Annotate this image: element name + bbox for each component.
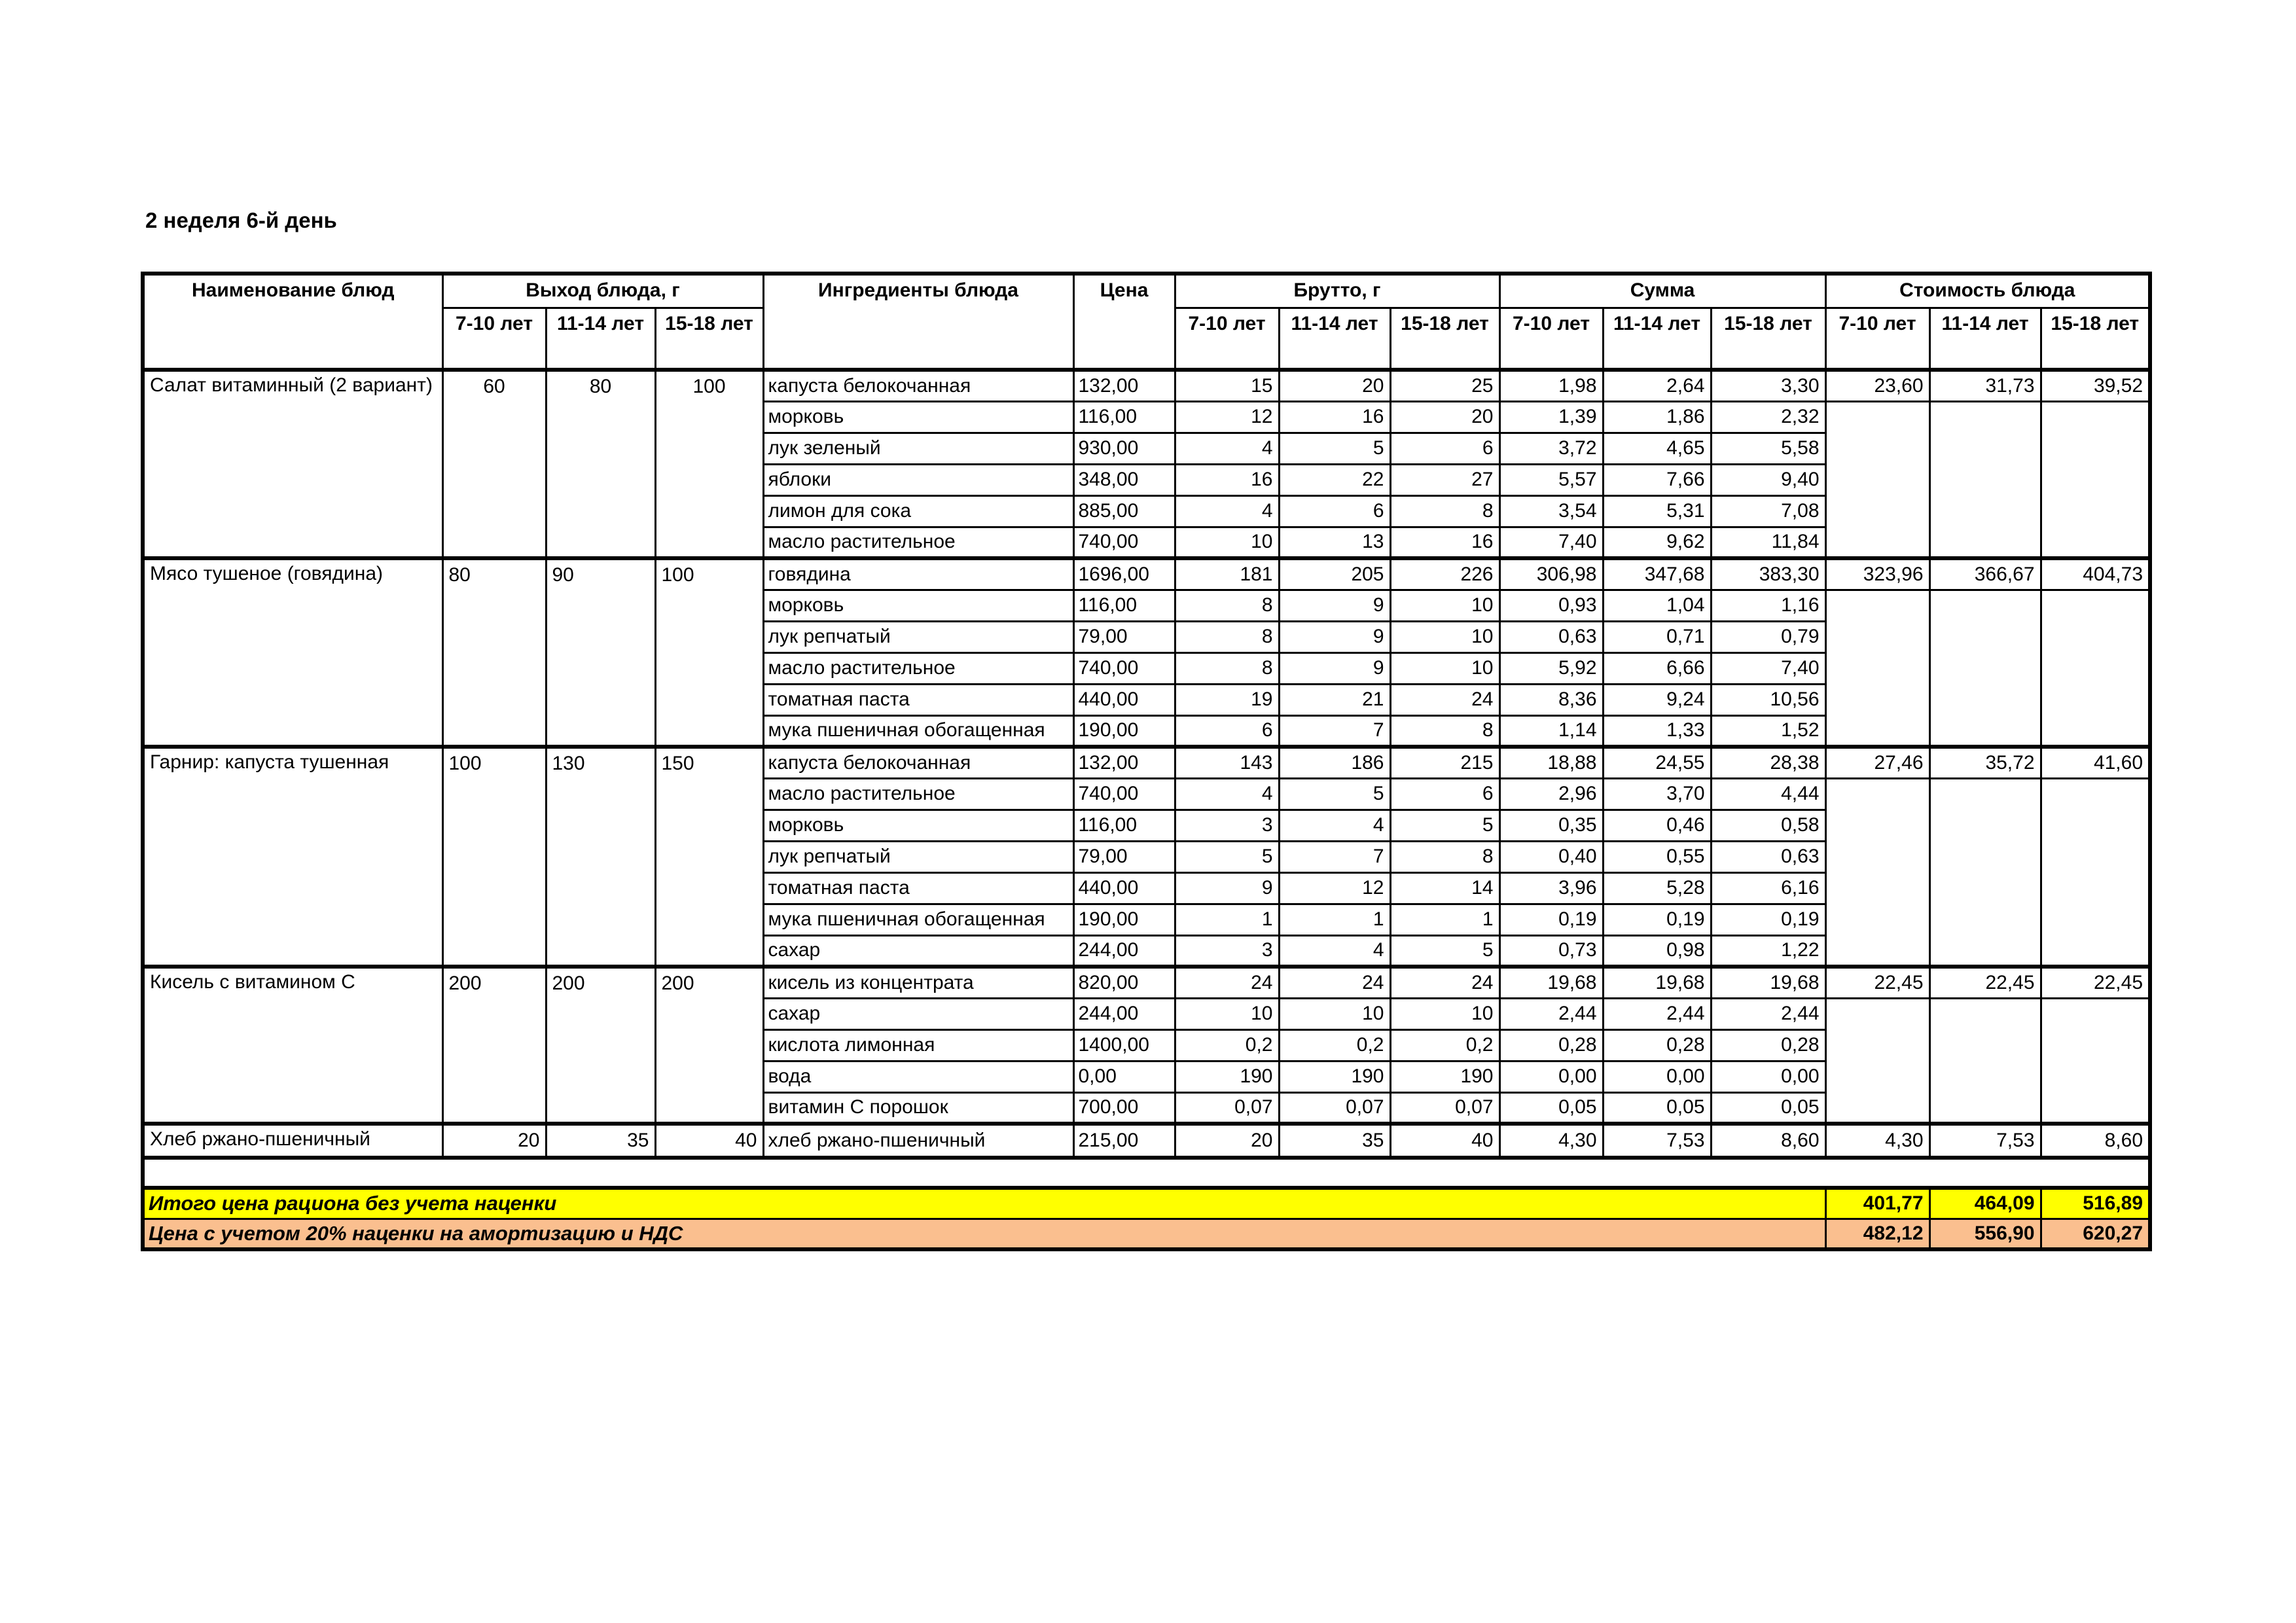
cost-empty-cell (2041, 590, 2150, 747)
sum-value-cell: 0,05 (1499, 1092, 1603, 1124)
sum-value-cell: 2,32 (1711, 401, 1825, 433)
sum-value-cell: 7,40 (1499, 527, 1603, 558)
sum-value-cell: 3,70 (1603, 778, 1711, 810)
ingredient-cell: лук репчатый (763, 621, 1073, 652)
gross-value-cell: 190 (1279, 1061, 1390, 1092)
dish-name-cell: Гарнир: капуста тушенная (143, 747, 442, 967)
sum-value-cell: 1,52 (1711, 715, 1825, 747)
gross-value-cell: 4 (1279, 810, 1390, 841)
output-value-cell: 130 (546, 747, 655, 967)
gross-value-cell: 143 (1175, 747, 1279, 778)
gross-value-cell: 25 (1390, 370, 1499, 401)
gross-value-cell: 8 (1390, 495, 1499, 527)
age-header-output-15-18: 15-18 лет (655, 308, 763, 370)
gross-value-cell: 7 (1279, 841, 1390, 872)
col-header-dish: Наименование блюд (143, 274, 442, 370)
sum-value-cell: 0,63 (1711, 841, 1825, 872)
gross-value-cell: 0,2 (1279, 1029, 1390, 1061)
sum-value-cell: 1,98 (1499, 370, 1603, 401)
total-base-label: Итого цена рациона без учета наценки (143, 1188, 1825, 1219)
cost-empty-cell (1825, 998, 1929, 1124)
col-header-ingredients: Ингредиенты блюда (763, 274, 1073, 370)
sum-value-cell: 0,28 (1711, 1029, 1825, 1061)
ingredient-cell: лимон для сока (763, 495, 1073, 527)
ingredient-cell: говядина (763, 558, 1073, 590)
sum-value-cell: 19,68 (1711, 967, 1825, 998)
sum-value-cell: 9,40 (1711, 464, 1825, 495)
sum-value-cell: 0,00 (1499, 1061, 1603, 1092)
cost-value-cell: 323,96 (1825, 558, 1929, 590)
gross-value-cell: 20 (1175, 1124, 1279, 1158)
output-value-cell: 200 (655, 967, 763, 1124)
col-header-sum: Сумма (1499, 274, 1825, 308)
price-cell: 116,00 (1073, 810, 1175, 841)
gross-value-cell: 8 (1175, 652, 1279, 684)
output-value-cell: 35 (546, 1124, 655, 1158)
gross-value-cell: 1 (1175, 904, 1279, 935)
gross-value-cell: 5 (1175, 841, 1279, 872)
col-header-output: Выход блюда, г (442, 274, 763, 308)
col-header-cost: Стоимость блюда (1825, 274, 2150, 308)
gross-value-cell: 12 (1279, 872, 1390, 904)
price-cell: 79,00 (1073, 621, 1175, 652)
age-header-cost-15-18: 15-18 лет (2041, 308, 2150, 370)
total-base-value-11-14: 464,09 (1929, 1188, 2041, 1219)
cost-value-cell: 41,60 (2041, 747, 2150, 778)
gross-value-cell: 24 (1175, 967, 1279, 998)
sum-value-cell: 347,68 (1603, 558, 1711, 590)
gross-value-cell: 15 (1175, 370, 1279, 401)
gross-value-cell: 5 (1390, 935, 1499, 967)
ingredient-cell: масло растительное (763, 652, 1073, 684)
gross-value-cell: 5 (1390, 810, 1499, 841)
sum-value-cell: 0,28 (1499, 1029, 1603, 1061)
ingredient-cell: томатная паста (763, 684, 1073, 715)
sum-value-cell: 7,53 (1603, 1124, 1711, 1158)
gross-value-cell: 8 (1390, 715, 1499, 747)
gross-value-cell: 10 (1390, 621, 1499, 652)
gross-value-cell: 7 (1279, 715, 1390, 747)
cost-empty-cell (1825, 778, 1929, 967)
cost-empty-cell (1929, 778, 2041, 967)
price-cell: 116,00 (1073, 590, 1175, 621)
gross-value-cell: 4 (1175, 433, 1279, 464)
ingredient-cell: морковь (763, 401, 1073, 433)
total-markup-label: Цена с учетом 20% наценки на амортизацию и НДС (143, 1219, 1825, 1249)
ingredient-cell: витамин С порошок (763, 1092, 1073, 1124)
sum-value-cell: 0,19 (1499, 904, 1603, 935)
sum-value-cell: 0,19 (1711, 904, 1825, 935)
gross-value-cell: 10 (1175, 998, 1279, 1029)
price-cell: 1696,00 (1073, 558, 1175, 590)
output-value-cell: 200 (442, 967, 546, 1124)
total-row-markup (143, 1219, 2150, 1249)
gross-value-cell: 5 (1279, 433, 1390, 464)
price-cell: 116,00 (1073, 401, 1175, 433)
gross-value-cell: 35 (1279, 1124, 1390, 1158)
gross-value-cell: 6 (1279, 495, 1390, 527)
gross-value-cell: 16 (1175, 464, 1279, 495)
gross-value-cell: 10 (1279, 998, 1390, 1029)
dish-name-cell: Мясо тушеное (говядина) (143, 558, 442, 747)
price-cell: 0,00 (1073, 1061, 1175, 1092)
gross-value-cell: 8 (1390, 841, 1499, 872)
gross-value-cell: 10 (1175, 527, 1279, 558)
output-value-cell: 100 (655, 558, 763, 747)
gross-value-cell: 5 (1279, 778, 1390, 810)
price-cell: 215,00 (1073, 1124, 1175, 1158)
gross-value-cell: 21 (1279, 684, 1390, 715)
sum-value-cell: 1,33 (1603, 715, 1711, 747)
gross-value-cell: 215 (1390, 747, 1499, 778)
price-cell: 740,00 (1073, 527, 1175, 558)
sum-value-cell: 6,66 (1603, 652, 1711, 684)
price-cell: 440,00 (1073, 872, 1175, 904)
gross-value-cell: 40 (1390, 1124, 1499, 1158)
sum-value-cell: 1,04 (1603, 590, 1711, 621)
gross-value-cell: 1 (1279, 904, 1390, 935)
sum-value-cell: 1,22 (1711, 935, 1825, 967)
total-markup-value-11-14: 556,90 (1929, 1219, 2041, 1249)
ingredient-cell: капуста белокочанная (763, 747, 1073, 778)
sum-value-cell: 9,62 (1603, 527, 1711, 558)
ingredient-cell: капуста белокочанная (763, 370, 1073, 401)
gross-value-cell: 20 (1390, 401, 1499, 433)
gross-value-cell: 181 (1175, 558, 1279, 590)
spacer-row (143, 1158, 2150, 1188)
gross-value-cell: 4 (1279, 935, 1390, 967)
sum-value-cell: 5,57 (1499, 464, 1603, 495)
cost-value-cell: 31,73 (1929, 370, 2041, 401)
gross-value-cell: 4 (1175, 495, 1279, 527)
sum-value-cell: 2,96 (1499, 778, 1603, 810)
output-value-cell: 80 (546, 370, 655, 558)
age-header-output-7-10: 7-10 лет (442, 308, 546, 370)
age-header-cost-11-14: 11-14 лет (1929, 308, 2041, 370)
gross-value-cell: 14 (1390, 872, 1499, 904)
price-cell: 79,00 (1073, 841, 1175, 872)
cost-empty-cell (1929, 590, 2041, 747)
price-cell: 244,00 (1073, 935, 1175, 967)
sum-value-cell: 0,71 (1603, 621, 1711, 652)
ingredient-cell: лук зеленый (763, 433, 1073, 464)
sum-value-cell: 10,56 (1711, 684, 1825, 715)
age-header-gross-11-14: 11-14 лет (1279, 308, 1390, 370)
age-header-gross-7-10: 7-10 лет (1175, 308, 1279, 370)
price-cell: 1400,00 (1073, 1029, 1175, 1061)
age-header-output-11-14: 11-14 лет (546, 308, 655, 370)
sum-value-cell: 3,54 (1499, 495, 1603, 527)
ingredient-cell: масло растительное (763, 527, 1073, 558)
gross-value-cell: 1 (1390, 904, 1499, 935)
sum-value-cell: 0,79 (1711, 621, 1825, 652)
spacer-row-cell (143, 1158, 2150, 1188)
ingredient-cell: лук репчатый (763, 841, 1073, 872)
cost-value-cell: 4,30 (1825, 1124, 1929, 1158)
sum-value-cell: 6,16 (1711, 872, 1825, 904)
gross-value-cell: 4 (1175, 778, 1279, 810)
gross-value-cell: 190 (1175, 1061, 1279, 1092)
dish-name-cell: Салат витаминный (2 вариант) (143, 370, 442, 558)
gross-value-cell: 205 (1279, 558, 1390, 590)
sum-value-cell: 9,24 (1603, 684, 1711, 715)
gross-value-cell: 0,07 (1175, 1092, 1279, 1124)
age-header-sum-11-14: 11-14 лет (1603, 308, 1711, 370)
gross-value-cell: 9 (1175, 872, 1279, 904)
sum-value-cell: 0,19 (1603, 904, 1711, 935)
sum-value-cell: 0,00 (1711, 1061, 1825, 1092)
gross-value-cell: 10 (1390, 998, 1499, 1029)
cost-empty-cell (2041, 778, 2150, 967)
age-header-sum-7-10: 7-10 лет (1499, 308, 1603, 370)
gross-value-cell: 3 (1175, 810, 1279, 841)
gross-value-cell: 10 (1390, 652, 1499, 684)
gross-value-cell: 8 (1175, 590, 1279, 621)
sum-value-cell: 7,40 (1711, 652, 1825, 684)
sum-value-cell: 306,98 (1499, 558, 1603, 590)
gross-value-cell: 10 (1390, 590, 1499, 621)
cost-value-cell: 8,60 (2041, 1124, 2150, 1158)
sum-value-cell: 0,40 (1499, 841, 1603, 872)
sum-value-cell: 2,44 (1711, 998, 1825, 1029)
gross-value-cell: 190 (1390, 1061, 1499, 1092)
cost-value-cell: 7,53 (1929, 1124, 2041, 1158)
gross-value-cell: 24 (1279, 967, 1390, 998)
sum-value-cell: 18,88 (1499, 747, 1603, 778)
sum-value-cell: 0,35 (1499, 810, 1603, 841)
cost-empty-cell (2041, 401, 2150, 558)
sum-value-cell: 383,30 (1711, 558, 1825, 590)
total-markup-value-7-10: 482,12 (1825, 1219, 1929, 1249)
gross-value-cell: 8 (1175, 621, 1279, 652)
sum-value-cell: 5,28 (1603, 872, 1711, 904)
sum-value-cell: 1,86 (1603, 401, 1711, 433)
sum-value-cell: 0,05 (1603, 1092, 1711, 1124)
cost-empty-cell (1929, 998, 2041, 1124)
output-value-cell: 90 (546, 558, 655, 747)
price-cell: 740,00 (1073, 778, 1175, 810)
gross-value-cell: 20 (1279, 370, 1390, 401)
total-markup-value-15-18: 620,27 (2041, 1219, 2150, 1249)
age-header-sum-15-18: 15-18 лет (1711, 308, 1825, 370)
total-base-value-15-18: 516,89 (2041, 1188, 2150, 1219)
sum-value-cell: 5,92 (1499, 652, 1603, 684)
cost-empty-cell (1929, 401, 2041, 558)
price-cell: 700,00 (1073, 1092, 1175, 1124)
sum-value-cell: 0,63 (1499, 621, 1603, 652)
gross-value-cell: 0,07 (1279, 1092, 1390, 1124)
gross-value-cell: 16 (1279, 401, 1390, 433)
cost-value-cell: 22,45 (1825, 967, 1929, 998)
ingredient-cell: кислота лимонная (763, 1029, 1073, 1061)
age-header-gross-15-18: 15-18 лет (1390, 308, 1499, 370)
gross-value-cell: 9 (1279, 652, 1390, 684)
ingredient-cell: масло растительное (763, 778, 1073, 810)
menu-table (141, 272, 2152, 1251)
price-cell: 190,00 (1073, 904, 1175, 935)
ingredient-cell: мука пшеничная обогащенная (763, 904, 1073, 935)
price-cell: 820,00 (1073, 967, 1175, 998)
cost-value-cell: 404,73 (2041, 558, 2150, 590)
sum-value-cell: 0,28 (1603, 1029, 1711, 1061)
price-cell: 190,00 (1073, 715, 1175, 747)
sum-value-cell: 7,08 (1711, 495, 1825, 527)
ingredient-cell: хлеб ржано-пшеничный (763, 1124, 1073, 1158)
sum-value-cell: 1,39 (1499, 401, 1603, 433)
gross-value-cell: 6 (1390, 433, 1499, 464)
total-row-base (143, 1188, 2150, 1219)
sum-value-cell: 0,73 (1499, 935, 1603, 967)
gross-value-cell: 16 (1390, 527, 1499, 558)
output-value-cell: 100 (655, 370, 763, 558)
gross-value-cell: 12 (1175, 401, 1279, 433)
price-cell: 244,00 (1073, 998, 1175, 1029)
output-value-cell: 40 (655, 1124, 763, 1158)
sum-value-cell: 28,38 (1711, 747, 1825, 778)
cost-value-cell: 35,72 (1929, 747, 2041, 778)
dish-name-cell: Хлеб ржано-пшеничный (143, 1124, 442, 1158)
sum-value-cell: 0,46 (1603, 810, 1711, 841)
sum-value-cell: 5,58 (1711, 433, 1825, 464)
cost-value-cell: 366,67 (1929, 558, 2041, 590)
output-value-cell: 60 (442, 370, 546, 558)
sum-value-cell: 19,68 (1603, 967, 1711, 998)
output-value-cell: 80 (442, 558, 546, 747)
gross-value-cell: 9 (1279, 590, 1390, 621)
cost-empty-cell (1825, 590, 1929, 747)
age-header-cost-7-10: 7-10 лет (1825, 308, 1929, 370)
ingredient-cell: яблоки (763, 464, 1073, 495)
sum-value-cell: 0,98 (1603, 935, 1711, 967)
sum-value-cell: 4,30 (1499, 1124, 1603, 1158)
gross-value-cell: 24 (1390, 684, 1499, 715)
gross-value-cell: 0,07 (1390, 1092, 1499, 1124)
gross-value-cell: 226 (1390, 558, 1499, 590)
cost-value-cell: 22,45 (2041, 967, 2150, 998)
output-value-cell: 100 (442, 747, 546, 967)
col-header-price: Цена (1073, 274, 1175, 370)
price-cell: 132,00 (1073, 370, 1175, 401)
gross-value-cell: 27 (1390, 464, 1499, 495)
cost-empty-cell (2041, 998, 2150, 1124)
sum-value-cell: 3,30 (1711, 370, 1825, 401)
sum-value-cell: 0,93 (1499, 590, 1603, 621)
ingredient-cell: томатная паста (763, 872, 1073, 904)
sum-value-cell: 0,55 (1603, 841, 1711, 872)
ingredient-cell: вода (763, 1061, 1073, 1092)
cost-empty-cell (1825, 401, 1929, 558)
cost-value-cell: 22,45 (1929, 967, 2041, 998)
price-cell: 348,00 (1073, 464, 1175, 495)
document-title: 2 неделя 6-й день (145, 208, 337, 232)
dish-name-cell: Кисель с витамином С (143, 967, 442, 1124)
total-base-value-7-10: 401,77 (1825, 1188, 1929, 1219)
sum-value-cell: 11,84 (1711, 527, 1825, 558)
cost-value-cell: 39,52 (2041, 370, 2150, 401)
gross-value-cell: 19 (1175, 684, 1279, 715)
price-cell: 440,00 (1073, 684, 1175, 715)
output-value-cell: 150 (655, 747, 763, 967)
gross-value-cell: 0,2 (1175, 1029, 1279, 1061)
gross-value-cell: 0,2 (1390, 1029, 1499, 1061)
output-value-cell: 200 (546, 967, 655, 1124)
ingredient-cell: сахар (763, 998, 1073, 1029)
cost-value-cell: 27,46 (1825, 747, 1929, 778)
sum-value-cell: 1,14 (1499, 715, 1603, 747)
sum-value-cell: 0,00 (1603, 1061, 1711, 1092)
price-cell: 740,00 (1073, 652, 1175, 684)
gross-value-cell: 186 (1279, 747, 1390, 778)
sum-value-cell: 5,31 (1603, 495, 1711, 527)
sum-value-cell: 4,44 (1711, 778, 1825, 810)
sum-value-cell: 0,58 (1711, 810, 1825, 841)
gross-value-cell: 6 (1175, 715, 1279, 747)
gross-value-cell: 9 (1279, 621, 1390, 652)
ingredient-cell: кисель из концентрата (763, 967, 1073, 998)
sum-value-cell: 1,16 (1711, 590, 1825, 621)
ingredient-cell: морковь (763, 810, 1073, 841)
gross-value-cell: 13 (1279, 527, 1390, 558)
sum-value-cell: 19,68 (1499, 967, 1603, 998)
sum-value-cell: 3,96 (1499, 872, 1603, 904)
gross-value-cell: 24 (1390, 967, 1499, 998)
sum-value-cell: 2,44 (1499, 998, 1603, 1029)
sum-value-cell: 2,44 (1603, 998, 1711, 1029)
ingredient-cell: морковь (763, 590, 1073, 621)
sum-value-cell: 0,05 (1711, 1092, 1825, 1124)
gross-value-cell: 6 (1390, 778, 1499, 810)
sum-value-cell: 4,65 (1603, 433, 1711, 464)
price-cell: 132,00 (1073, 747, 1175, 778)
price-cell: 885,00 (1073, 495, 1175, 527)
sum-value-cell: 24,55 (1603, 747, 1711, 778)
cost-value-cell: 23,60 (1825, 370, 1929, 401)
ingredient-cell: мука пшеничная обогащенная (763, 715, 1073, 747)
gross-value-cell: 22 (1279, 464, 1390, 495)
sum-value-cell: 7,66 (1603, 464, 1711, 495)
sum-value-cell: 2,64 (1603, 370, 1711, 401)
output-value-cell: 20 (442, 1124, 546, 1158)
sum-value-cell: 8,60 (1711, 1124, 1825, 1158)
gross-value-cell: 3 (1175, 935, 1279, 967)
sum-value-cell: 3,72 (1499, 433, 1603, 464)
ingredient-cell: сахар (763, 935, 1073, 967)
col-header-gross: Брутто, г (1175, 274, 1499, 308)
sum-value-cell: 8,36 (1499, 684, 1603, 715)
price-cell: 930,00 (1073, 433, 1175, 464)
